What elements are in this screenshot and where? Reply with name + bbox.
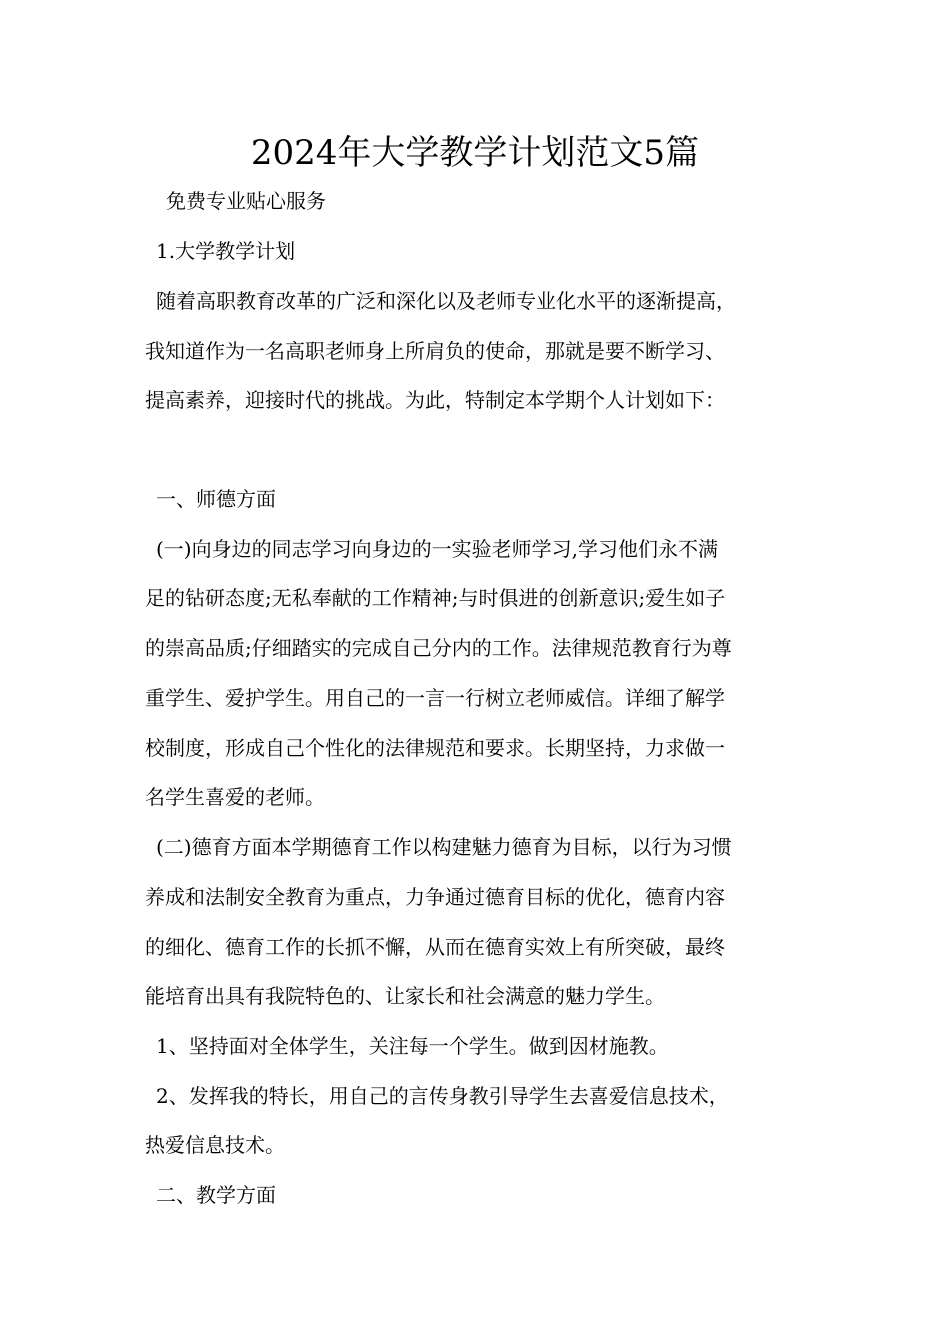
list-item: 1、坚持面对全体学生，关注每一个学生。做到因材施教。 <box>156 1034 669 1058</box>
paragraph-line: 养成和法制安全教育为重点，力争通过德育目标的优化，德育内容 <box>145 885 725 909</box>
paragraph-line: 重学生、爱护学生。用自己的一言一行树立老师威信。详细了解学 <box>145 686 725 710</box>
paragraph-line: 提高素养，迎接时代的挑战。为此，特制定本学期个人计划如下： <box>145 388 725 412</box>
document-subtitle: 免费专业贴心服务 <box>166 189 326 213</box>
section-heading: 一、师德方面 <box>156 487 276 511</box>
list-item: 2、发挥我的特长，用自己的言传身教引导学生去喜爱信息技术， <box>156 1084 729 1108</box>
paragraph-line: 热爱信息技术。 <box>145 1133 285 1157</box>
paragraph-line: 我知道作为一名高职老师身上所肩负的使命，那就是要不断学习、 <box>145 339 725 363</box>
paragraph-line: (一)向身边的同志学习向身边的一实验老师学习,学习他们永不满 <box>156 537 718 561</box>
paragraph-line: 校制度，形成自己个性化的法律规范和要求。长期坚持，力求做一 <box>145 736 725 760</box>
section-heading: 二、教学方面 <box>156 1183 276 1207</box>
document-title: 2024年大学教学计划范文5篇 <box>250 133 700 173</box>
paragraph-line: 1.大学教学计划 <box>156 239 296 263</box>
paragraph-line: 的崇高品质;仔细踏实的完成自己分内的工作。法律规范教育行为尊 <box>145 636 732 660</box>
paragraph-line: 能培育出具有我院特色的、让家长和社会满意的魅力学生。 <box>145 984 665 1008</box>
paragraph-line: 足的钻研态度;无私奉献的工作精神;与时俱进的创新意识;爱生如子 <box>145 586 726 610</box>
paragraph-line: 名学生喜爱的老师。 <box>145 785 325 809</box>
paragraph-line: 随着高职教育改革的广泛和深化以及老师专业化水平的逐渐提高， <box>156 289 736 313</box>
paragraph-line: (二)德育方面本学期德育工作以构建魅力德育为目标，以行为习惯 <box>156 835 732 859</box>
paragraph-line: 的细化、德育工作的长抓不懈，从而在德育实效上有所突破，最终 <box>145 935 725 959</box>
